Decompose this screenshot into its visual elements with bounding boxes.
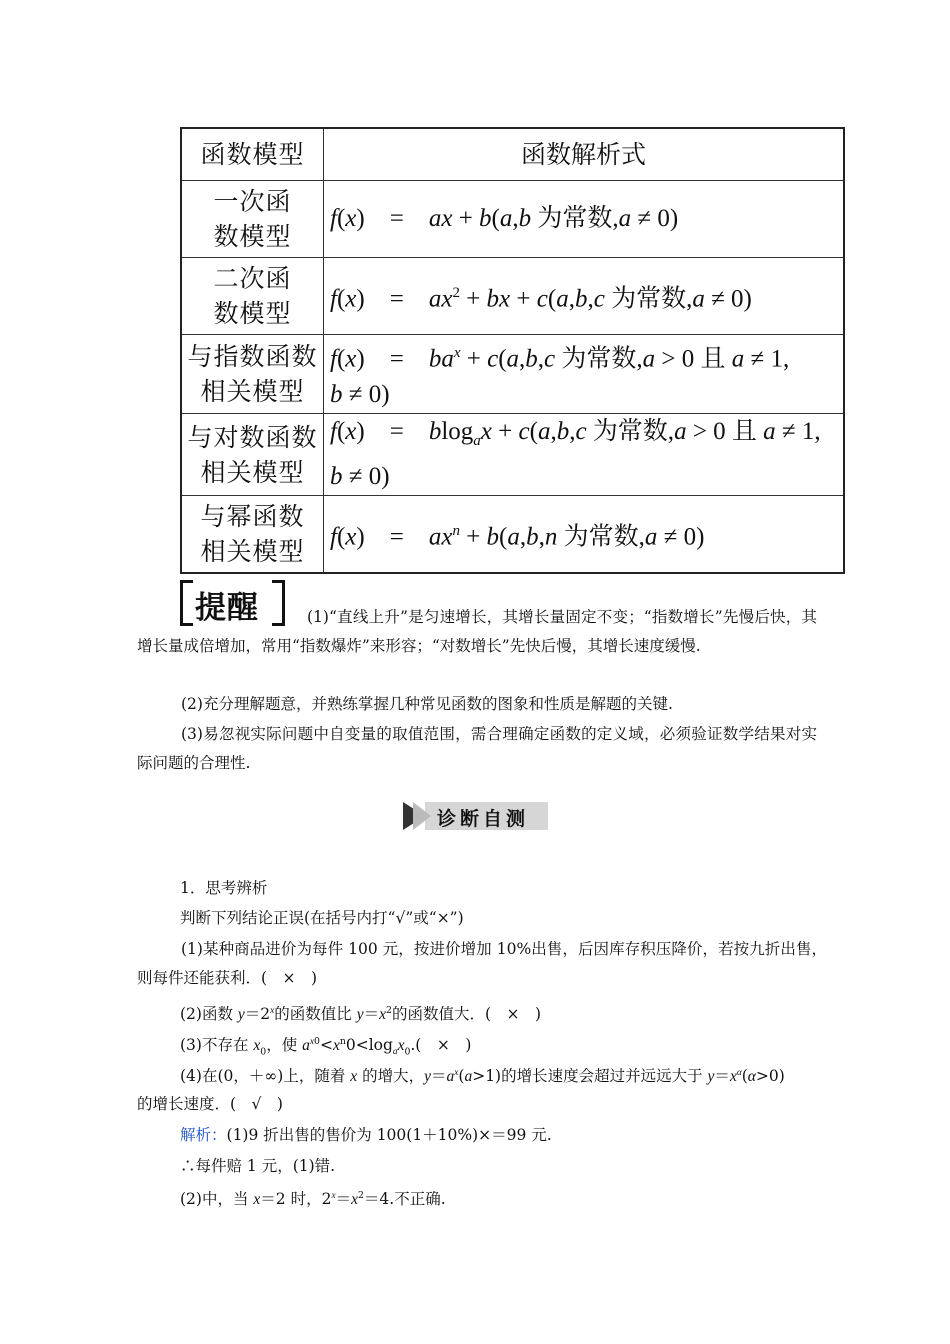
exercise-item-4: (4)在(0，＋∞)上，随着 x 的增大，$y=a^x(a>1)$的增长速度会超过并远远大于 $y=x^\alpha(\alpha>0)$ [180,1067,785,1086]
solution-line-3: (2)中，当 x＝2 时，$2^x=x^2=4$.不正确. [180,1190,446,1209]
arrow-shade-icon [413,802,431,830]
model-formula: f(x) = $ba^x + c(a,b,c$ 为常数,a > 0 且 a ≠ 1, b ≠ 0) [324,335,845,414]
function-model-table [180,127,845,574]
table-row [181,414,844,496]
table-row [181,258,844,335]
model-name: 与幂函数 相关模型 [181,496,324,574]
table-header-row [181,128,844,181]
exercise-item-1: (1)某种商品进价为每件 100 元，按进价增加 10%出售，后因库存积压降价，若按九折出售，则每件还能获利．( × ) [137,940,827,987]
exercise-item-3: (3)不存在 $x_0$，使 $a^{x0}<x^n0<\log_ax_0$.( × ) [180,1036,472,1058]
model-formula: f(x) = ax + b(a,b 为常数,a ≠ 0) [324,181,845,258]
banner-label: 诊断自测 [437,808,530,830]
model-name: 与对数函数 相关模型 [181,414,324,496]
exercise-item-4-cont: 的增长速度．( √ ) [137,1095,283,1113]
header-formula: 函数解析式 [324,128,845,181]
reminder-paragraph-3: (3)易忽视实际问题中自变量的取值范围，需合理确定函数的定义域，必须验证数学结果对实际问题的合理性. [137,725,817,772]
solution-text-1: (1)9 折出售的售价为 100(1＋10%)×＝99 元. [226,1126,552,1144]
exercise-heading: 1．思考辨析 [180,879,268,897]
exercise-instruction: 判断下列结论正误(在括号内打“√”或“×”) [180,909,464,927]
table-row [181,335,844,414]
section-banner [403,802,548,830]
reminder-paragraph-2: (2)充分理解题意，并熟练掌握几种常见函数的图象和性质是解题的关键. [181,695,673,713]
model-name: 一次函 数模型 [181,181,324,258]
header-model: 函数模型 [181,128,324,181]
model-formula: f(x) = $ax^2$ + bx + c(a,b,c 为常数,a ≠ 0) [324,258,845,335]
model-name: 二次函 数模型 [181,258,324,335]
table-row [181,181,844,258]
solution-label: 解析： [180,1126,227,1144]
table-row [181,496,844,574]
exercise-item-2: (2)函数 $y=2^x$的函数值比 $y=x^2$的函数值大．( × ) [180,1005,542,1024]
reminder-paragraph-1: (1)“直线上升”是匀速增长，其增长量固定不变；“指数增长”先慢后快，其增长量成倍增加，常用“指数爆炸”来形容；“对数增长”先快后慢，其增长速度缓慢. [137,608,817,655]
model-formula: f(x) = blog$_a$x + c(a,b,c 为常数,a > 0 且 a ≠ 1, b ≠ 0) [324,414,845,496]
reminder-title: 提醒 [195,590,259,626]
solution-line-1 [180,1124,870,1146]
model-name: 与指数函数 相关模型 [181,335,324,414]
solution-line-2: ∴每件赔 1 元，(1)错. [180,1157,336,1175]
model-formula: f(x) = $ax^n + b(a,b,n$ 为常数,a ≠ 0) [324,496,845,574]
